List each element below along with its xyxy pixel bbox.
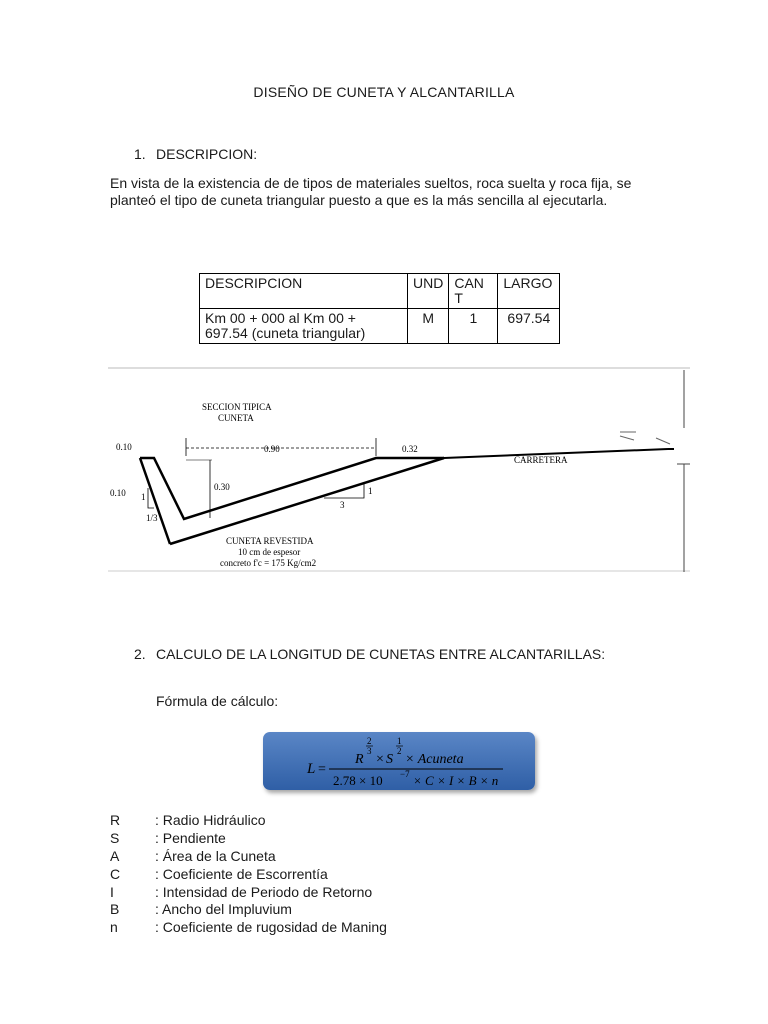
definition-symbol: R xyxy=(110,812,121,828)
header-largo: LARGO xyxy=(498,274,560,309)
slope-right-horizontal: 3 xyxy=(340,500,345,510)
slope-right-vertical: 1 xyxy=(368,486,373,496)
header-descripcion: DESCRIPCION xyxy=(200,274,408,309)
lining-note-3: concreto f'c = 175 Kg/cm2 xyxy=(220,558,317,568)
formula-box xyxy=(263,732,535,790)
formula-den: 2.78 × 10 xyxy=(333,773,383,788)
formula-den-exp: −7 xyxy=(400,769,410,779)
lining-note-1: CUNETA REVESTIDA xyxy=(226,536,314,546)
cell-und: M xyxy=(408,309,449,344)
cell-descripcion: Km 00 + 000 al Km 00 + 697.54 (cuneta triangular) xyxy=(200,309,408,344)
formula-R-exp-num: 2 xyxy=(367,736,372,746)
header-und: UND xyxy=(408,274,449,309)
definition-symbol: n xyxy=(110,919,118,935)
intro-paragraph: En vista de la existencia de de tipos de materiales sueltos, roca suelta y roca fija, se planteó el tipo de cuneta triangular puesto a que es la más sencilla al ejecutarla. xyxy=(110,175,632,208)
table-header-row xyxy=(200,274,560,309)
formula-label: Fórmula de cálculo: xyxy=(156,693,279,709)
formula-num-rest: × Acuneta xyxy=(405,752,464,767)
dim-label-top-right: 0.32 xyxy=(402,444,418,454)
formula-R: R xyxy=(355,752,364,767)
drawing-title-1: SECCION TIPICA xyxy=(202,402,272,412)
quantity-table xyxy=(199,273,560,344)
ditch-inner-line xyxy=(140,458,444,519)
definition-text: : Intensidad de Periodo de Retorno xyxy=(155,884,373,900)
formula-den-rest: × C × I × B × n xyxy=(413,773,499,788)
cell-cant: 1 xyxy=(449,309,498,344)
slope-left-vertical: 1 xyxy=(141,492,146,502)
road-mark-2 xyxy=(656,438,670,444)
section-1-title: DESCRIPCION: xyxy=(156,146,258,162)
cell-largo: 697.54 xyxy=(498,309,560,344)
formula-R-exp-den: 3 xyxy=(367,746,372,756)
definition-symbol: A xyxy=(110,848,120,864)
section-1-number: 1. xyxy=(134,146,146,162)
drawing-title-2: CUNETA xyxy=(218,413,254,423)
document-title: DISEÑO DE CUNETA Y ALCANTARILLA xyxy=(253,84,515,100)
formula-S-exp-den: 2 xyxy=(397,746,402,756)
ditch-bottom-outer-line xyxy=(170,458,444,544)
slope-left-horizontal: 1/3 xyxy=(146,513,158,523)
formula-S-exp-num: 1 xyxy=(397,736,402,746)
definition-symbol: C xyxy=(110,866,121,882)
dim-label-top-left: 0.10 xyxy=(116,442,132,452)
definition-text: : Área de la Cuneta xyxy=(155,848,276,864)
section-2-number: 2. xyxy=(134,646,146,662)
definition-symbol: S xyxy=(110,830,120,846)
road-label: CARRETERA xyxy=(514,455,568,465)
dim-label-left: 0.10 xyxy=(110,488,126,498)
dim-label-depth: 0.30 xyxy=(214,482,230,492)
header-cant xyxy=(449,274,498,309)
lining-note-2: 10 cm de espesor xyxy=(238,547,301,557)
formula-lhs: L xyxy=(307,761,316,777)
header-cant-text: CAN T xyxy=(454,275,484,306)
definition-text: : Coeficiente de rugosidad de Maning xyxy=(155,919,387,935)
definition-text: : Ancho del Impluvium xyxy=(155,901,292,917)
section-2-title: CALCULO DE LA LONGITUD DE CUNETAS ENTRE ALCANTARILLAS: xyxy=(156,646,606,662)
definition-text: : Coeficiente de Escorrentía xyxy=(155,866,328,882)
definition-symbol: B xyxy=(110,901,120,917)
road-mark-3 xyxy=(620,436,634,440)
definition-text: : Radio Hidráulico xyxy=(155,812,266,828)
definition-text: : Pendiente xyxy=(155,830,226,846)
formula-times-1: × xyxy=(376,752,384,767)
typical-section-drawing xyxy=(108,366,690,574)
formula-equals: = xyxy=(318,762,326,777)
formula xyxy=(263,732,535,790)
dim-label-top-mid: 0.90 xyxy=(264,444,280,454)
definition-symbol: I xyxy=(110,884,114,900)
table-row xyxy=(200,309,560,344)
formula-S: S xyxy=(386,752,393,767)
